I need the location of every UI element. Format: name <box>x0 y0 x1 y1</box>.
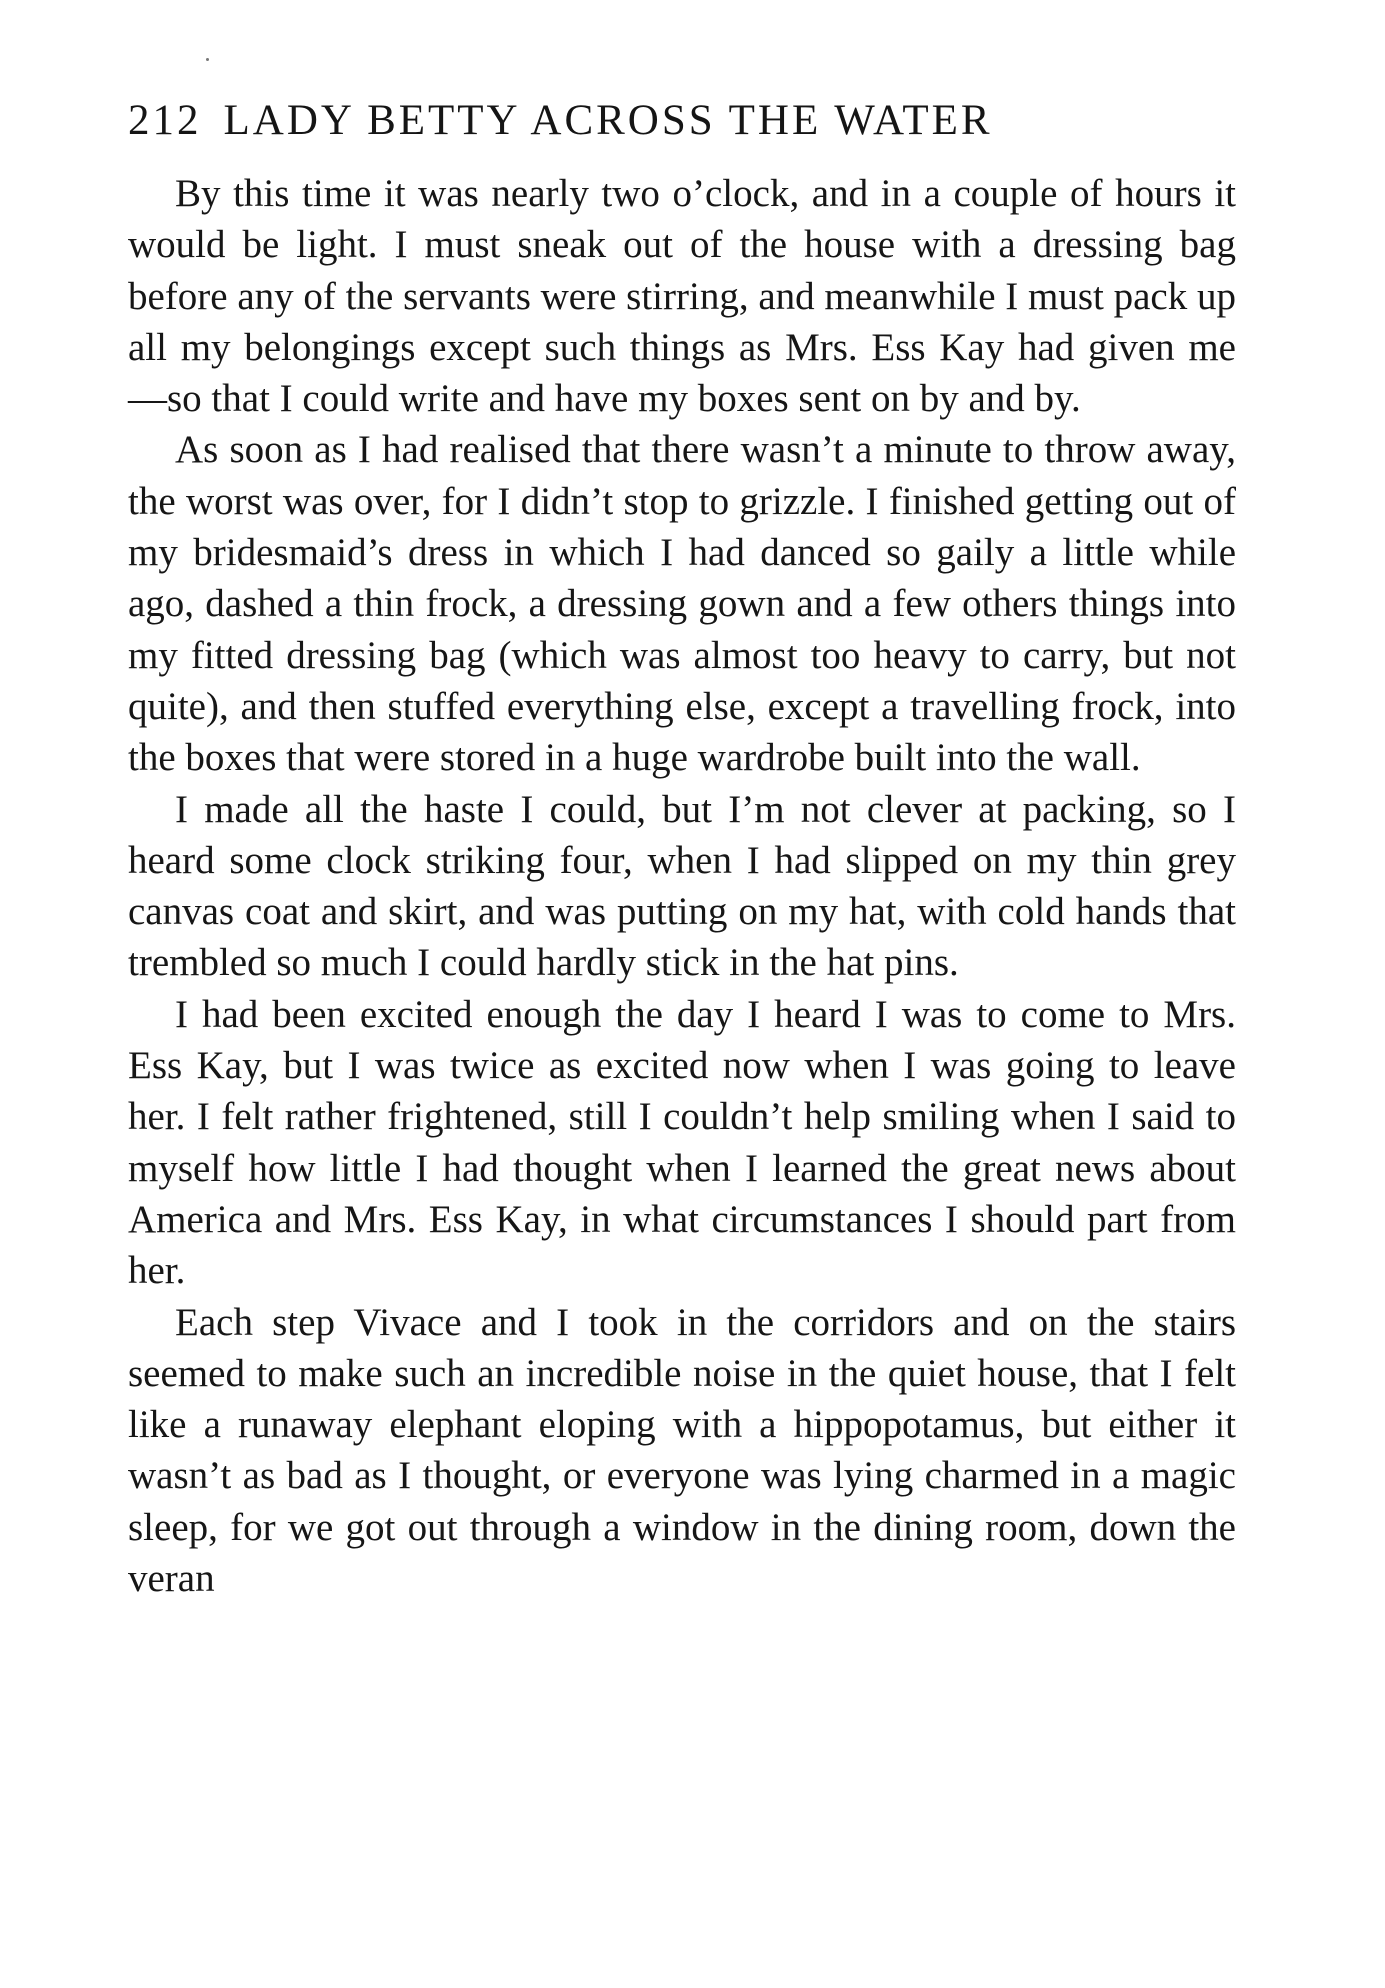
running-header <box>128 96 1128 156</box>
body-text <box>128 168 1236 1604</box>
paragraph-5: Each step Vivace and I took in the corridors and on the stairs seemed to make such an incredible noise in the quiet house, that I felt like a runaway elephant eloping with a hippopotamus, but either it wasn’t as bad as I thought, or everyone was lying charmed in a magic sleep, for we got out through a window in the dining room, down the veran <box>128 1300 1236 1601</box>
paragraph-3: I made all the haste I could, but I’m not clever at packing, so I heard some clock striking four, when I had slipped on my thin grey canvas coat and skirt, and was putting on my hat, with cold hands that trembled so much I could hardly stick in the hat pins. <box>128 787 1236 985</box>
paragraph-4: I had been excited enough the day I heard I was to come to Mrs. Ess Kay, but I was twice as excited now when I was going to leave her. I felt rather frightened, still I couldn’t help smiling when I said to myself how little I had thought when I learned the great news about America and Mrs. Ess Kay, in what circumstances I should part from her. <box>128 992 1236 1293</box>
paragraph-2: As soon as I had realised that there wasn’t a minute to throw away, the worst was over, for I didn’t stop to grizzle. I finished getting out of my bridesmaid’s dress in which I had danced so gaily a little while ago, dashed a thin frock, a dressing gown and a few others things into my fitted dressing bag (which was almost too heavy to carry, but not quite), and then stuffed everything else, except a travelling frock, into the boxes that were stored in a huge wardrobe built into the wall. <box>128 428 1236 780</box>
running-title: LADY BETTY ACROSS THE WATER <box>223 97 993 144</box>
print-speck <box>206 58 209 61</box>
paragraph-1: By this time it was nearly two o’clock, and in a couple of hours it would be light. I must sneak out of the house with a dressing bag before any of the servants were stirring, and meanwhile I must pack up all my belongings except such things as Mrs. Ess Kay had given me —so that I could write and have my boxes sent on by and by. <box>128 172 1236 421</box>
page-number: 212 <box>128 97 202 144</box>
